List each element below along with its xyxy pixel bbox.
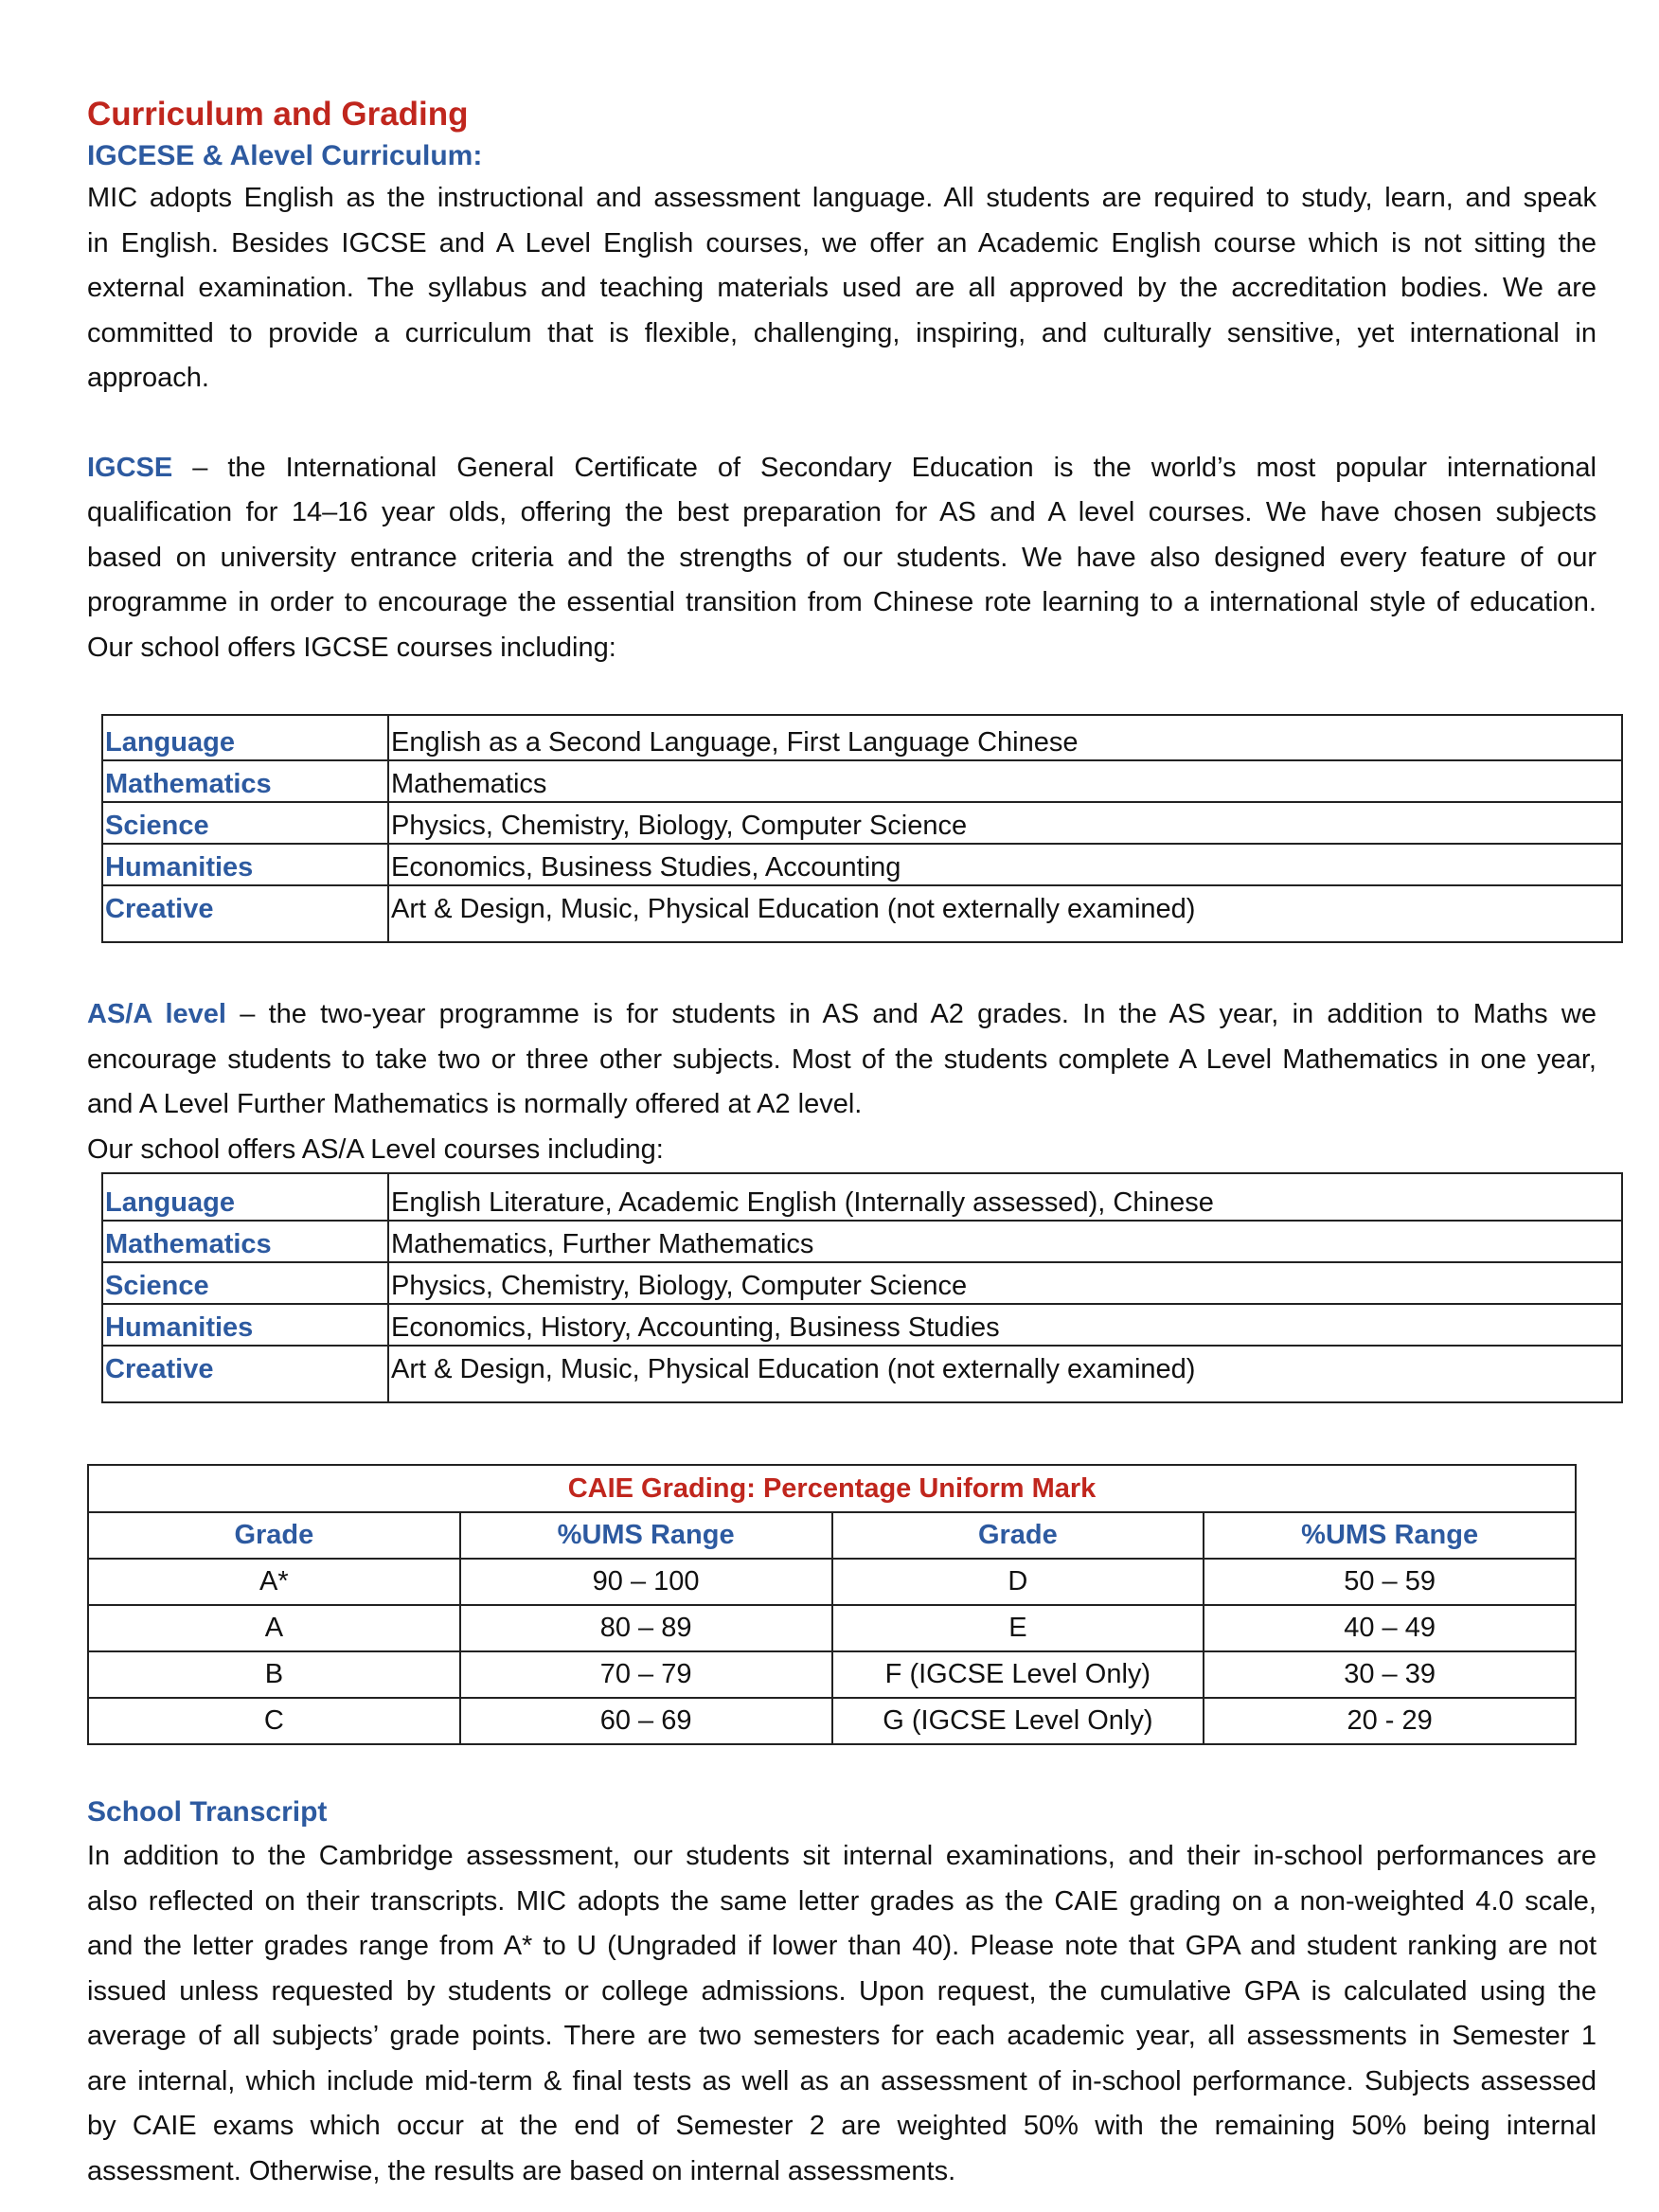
paragraph-line: In addition to the Cambridge assessment, our students sit internal examinations, and their in-school performances are	[87, 1841, 1597, 1871]
grade-cell: G (IGCSE Level Only)	[832, 1698, 1204, 1744]
courses-cell: Mathematics	[388, 760, 1622, 802]
grade-cell: E	[832, 1605, 1204, 1651]
table-row	[88, 1605, 1576, 1651]
transcript-paragraph	[87, 1834, 1597, 2194]
igcse-courses-table	[101, 714, 1623, 943]
ums-range-cell: 20 - 29	[1204, 1698, 1576, 1744]
table-row	[102, 802, 1622, 844]
igcse-paragraph	[87, 446, 1597, 671]
paragraph-line: by CAIE exams which occur at the end of Semester 2 are weighted 50% with the remaining 50% being internal	[87, 2111, 1597, 2141]
paragraph-line	[87, 446, 1597, 491]
paragraph-line: and the letter grades range from A* to U (Ungraded if lower than 40). Please note that GPA and student ranking are not	[87, 1931, 1597, 1961]
category-cell: Language	[102, 1173, 388, 1221]
paragraph-line: external examination. The syllabus and teaching materials used are all approved by the accreditation bodies. We are	[87, 273, 1597, 303]
paragraph-line: committed to provide a curriculum that is flexible, challenging, inspiring, and culturally sensitive, yet international in	[87, 317, 1597, 348]
paragraph-line: assessment. Otherwise, the results are based on internal assessments.	[87, 2155, 956, 2186]
paragraph-line: encourage students to take two or three other subjects. Most of the students complete A Level Mathematics in one year,	[87, 1044, 1597, 1075]
document-page	[87, 93, 1597, 2194]
grade-cell: D	[832, 1559, 1204, 1605]
grading-title-row	[88, 1465, 1576, 1512]
courses-cell: Economics, History, Accounting, Business Studies	[388, 1304, 1622, 1346]
ums-range-cell: 70 – 79	[460, 1651, 832, 1698]
courses-cell: Physics, Chemistry, Biology, Computer Science	[388, 1262, 1622, 1304]
grade-cell: C	[88, 1698, 460, 1744]
ums-range-cell: 80 – 89	[460, 1605, 832, 1651]
category-cell: Mathematics	[102, 760, 388, 802]
ums-range-cell: 50 – 59	[1204, 1559, 1576, 1605]
alevel-lead: AS/A level	[87, 999, 226, 1029]
grade-cell: B	[88, 1651, 460, 1698]
category-cell: Humanities	[102, 844, 388, 885]
grade-column-header: Grade	[88, 1512, 460, 1559]
courses-cell: Economics, Business Studies, Accounting	[388, 844, 1622, 885]
courses-cell: English Literature, Academic English (Internally assessed), Chinese	[388, 1173, 1622, 1221]
table-row	[102, 1262, 1622, 1304]
paragraph-line: and A Level Further Mathematics is normally offered at A2 level.	[87, 1089, 863, 1119]
table-row	[102, 760, 1622, 802]
courses-cell: Art & Design, Music, Physical Education (not externally examined)	[388, 885, 1622, 942]
grading-header-row	[88, 1512, 1576, 1559]
ums-range-column-header: %UMS Range	[1204, 1512, 1576, 1559]
courses-cell: Mathematics, Further Mathematics	[388, 1221, 1622, 1262]
paragraph-line	[87, 992, 1597, 1038]
courses-cell: Physics, Chemistry, Biology, Computer Science	[388, 802, 1622, 844]
table-row	[102, 1304, 1622, 1346]
paragraph-line: also reflected on their transcripts. MIC adopts the same letter grades as the CAIE grading on a non-weighted 4.0 scale,	[87, 1885, 1597, 1917]
paragraph-line: Our school offers AS/A Level courses including:	[87, 1133, 664, 1165]
grade-cell: A	[88, 1605, 460, 1651]
alevel-courses-table	[101, 1172, 1623, 1403]
category-cell: Mathematics	[102, 1221, 388, 1262]
table-row	[102, 844, 1622, 885]
category-cell: Language	[102, 715, 388, 760]
table-row	[102, 885, 1622, 942]
igcse-lead: IGCSE	[87, 452, 173, 483]
table-row	[102, 715, 1622, 760]
courses-cell: Art & Design, Music, Physical Education (not externally examined)	[388, 1346, 1622, 1402]
category-cell: Science	[102, 802, 388, 844]
ums-range-column-header: %UMS Range	[460, 1512, 832, 1559]
table-row	[102, 1173, 1622, 1221]
paragraph-line: MIC adopts English as the instructional and assessment language. All students are required to study, learn, and speak	[87, 183, 1597, 213]
table-row	[102, 1221, 1622, 1262]
category-cell: Humanities	[102, 1304, 388, 1346]
table-row	[88, 1651, 1576, 1698]
curriculum-intro-paragraph	[87, 176, 1597, 401]
paragraph-line: Our school offers IGCSE courses including:	[87, 632, 616, 663]
ums-range-cell: 30 – 39	[1204, 1651, 1576, 1698]
paragraph-line: qualification for 14–16 year olds, offering the best preparation for AS and A level courses. We have chosen subjects	[87, 497, 1597, 527]
ums-range-cell: 90 – 100	[460, 1559, 832, 1605]
category-cell: Creative	[102, 885, 388, 942]
paragraph-line: in English. Besides IGCSE and A Level English courses, we offer an Academic English course which is not sitting the	[87, 227, 1597, 259]
caie-grading-table	[87, 1464, 1577, 1745]
section-heading-transcript: School Transcript	[87, 1796, 328, 1828]
paragraph-line: based on university entrance criteria and the strengths of our students. We have also designed every feature of our	[87, 542, 1597, 573]
paragraph-line: issued unless requested by students or college admissions. Upon request, the cumulative GPA is calculated using the	[87, 1975, 1597, 2007]
grade-cell: F (IGCSE Level Only)	[832, 1651, 1204, 1698]
table-row	[88, 1698, 1576, 1744]
ums-range-cell: 40 – 49	[1204, 1605, 1576, 1651]
table-row	[88, 1559, 1576, 1605]
paragraph-line: average of all subjects’ grade points. There are two semesters for each academic year, all assessments in Semester 1	[87, 2021, 1597, 2051]
paragraph-line: are internal, which include mid-term & final tests as well as an assessment of in-school performance. Subjects assessed	[87, 2065, 1597, 2096]
table-row	[102, 1346, 1622, 1402]
category-cell: Creative	[102, 1346, 388, 1402]
paragraph-text: – the two-year programme is for students in AS and A2 grades. In the AS year, in addition to Maths we	[225, 999, 1597, 1029]
page-title: Curriculum and Grading	[87, 96, 469, 133]
category-cell: Science	[102, 1262, 388, 1304]
grading-table-title: CAIE Grading: Percentage Uniform Mark	[88, 1465, 1576, 1512]
alevel-paragraph	[87, 992, 1597, 1172]
paragraph-text: – the International General Certificate of Secondary Education is the world’s most popular international	[172, 452, 1597, 483]
grade-cell: A*	[88, 1559, 460, 1605]
paragraph-line: programme in order to encourage the essential transition from Chinese rote learning to a international style of education.	[87, 587, 1597, 617]
section-heading-curriculum: IGCESE & Alevel Curriculum:	[87, 140, 483, 171]
ums-range-cell: 60 – 69	[460, 1698, 832, 1744]
paragraph-line: approach.	[87, 363, 209, 393]
courses-cell: English as a Second Language, First Language Chinese	[388, 715, 1622, 760]
grade-column-header: Grade	[832, 1512, 1204, 1559]
